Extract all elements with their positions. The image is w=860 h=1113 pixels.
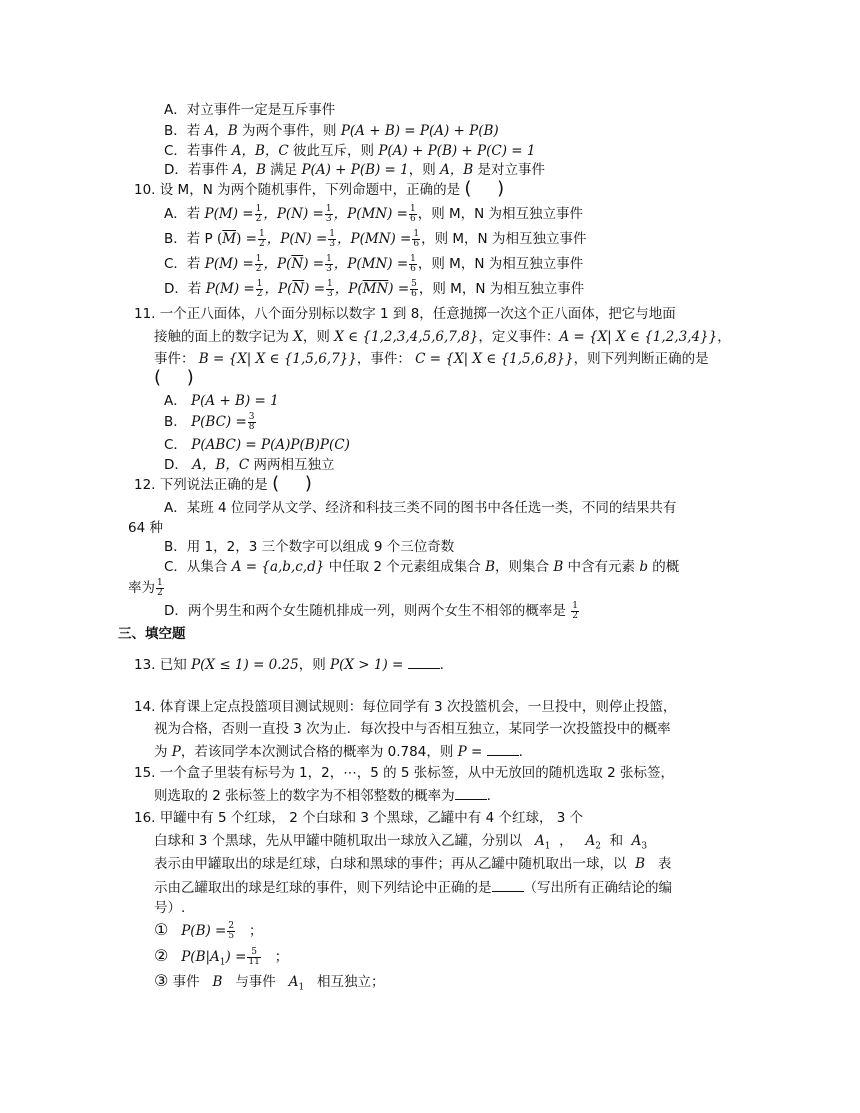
- q9-option-b: B．若 A，B 为两个事件，则 P(A + B) = P(A) + P(B): [164, 123, 499, 139]
- q14-line-3: 为 P，若该同学本次测试合格的概率为 0.784，则 P = .: [154, 741, 523, 762]
- q11-answer-paren: ( ): [154, 367, 194, 388]
- q11-option-a: A． P(A + B) = 1: [164, 393, 279, 409]
- q15-answer-blank[interactable]: [455, 785, 487, 800]
- q11-option-c: C． P(ABC) = P(A)P(B)P(C): [164, 437, 350, 453]
- q16-item-1: ① P(B) = $\frac{2}{5}$ ；: [154, 920, 263, 941]
- q15-line-2: 则选取的 2 张标签上的数字为不相邻整数的概率为 .: [154, 785, 491, 806]
- q10-option-d: D．若 P(M) = $\frac{1}{2}$ ，$P(\overline{N})$ = $\frac{1}{3}$ ，$P(\overline{MN})$ = $\frac{5}{6}$ ，则 M，N 为相互独立事件: [164, 278, 585, 299]
- q10-option-a: A．若 P(M) = $\frac{1}{2}$ ，P(N) = $\frac{1}{3}$ ，P(MN) = $\frac{1}{6}$ ，则 M，N 为相互独立事件: [164, 203, 584, 224]
- q12-option-c-line-1: C．从集合 A = {a,b,c,d} 中任取 2 个元素组成集合 B，则集合 B 中含有元素 b 的概: [164, 559, 680, 575]
- q11-line-3: 事件： B = {X| X ∈ {1,5,6,7}}，事件： C = {X| X ∈ {1,5,6,8}}，则下列判断正确的是: [154, 351, 709, 367]
- q16-item-3: ③ 事件 B 与事件 $A_1$ 相互独立；: [154, 971, 385, 993]
- q12-option-c-line-2: 率为 $\frac{1}{2}$: [128, 577, 163, 598]
- q14-line-2: 视为合格，否则一直投 3 次为止．每次投中与否相互独立，某同学一次投篮投中的概率: [154, 721, 671, 737]
- q12-option-d: D．两个男生和两个女生随机排成一列，则两个女生不相邻的概率是 $\frac{1}{2}$: [164, 600, 578, 621]
- q9-option-a: A．对立事件一定是互斥事件: [164, 102, 336, 118]
- q13: 13. 已知 P(X ≤ 1) = 0.25，则 P(X > 1) = .: [134, 654, 444, 675]
- q12-option-b: B．用 1，2，3 三个数字可以组成 9 个三位奇数: [164, 539, 455, 555]
- q16-line-4: 示由乙罐取出的球是红球的事件，则下列结论中正确的是 （写出所有正确结论的编: [154, 877, 672, 898]
- circled-number-2: ②: [154, 946, 169, 965]
- circled-number-3: ③: [154, 971, 169, 990]
- q16-answer-blank[interactable]: [492, 877, 524, 892]
- q11-option-b: B． P(BC) = $\frac{3}{8}$: [164, 411, 255, 432]
- circled-number-1: ①: [154, 920, 169, 939]
- q16-line-1: 16. 甲罐中有 5 个红球， 2 个白球和 3 个黑球，乙罐中有 4 个红球， 3 个: [134, 810, 584, 826]
- q12-stem: 12. 下列说法正确的是 ( ): [134, 473, 312, 494]
- q10-option-b: B．若 P $(\overline{M})$ = $\frac{1}{2}$ ，P(N) = $\frac{1}{3}$ ，P(MN) = $\frac{1}{6}$ ，则 M，N 为相互独立事件: [164, 228, 587, 249]
- q10-stem: 10. 设 M，N 为两个随机事件，下列命题中，正确的是 ( ): [134, 178, 505, 199]
- q11-line-2: 接触的面上的数字记为 X，则 X ∈ {1,2,3,4,5,6,7,8}，定义事件：A = {X| X ∈ {1,2,3,4}}，: [154, 329, 731, 345]
- q14-line-1: 14. 体育课上定点投篮项目测试规则：每位同学有 3 次投篮机会，一旦投中，则停止投篮，: [134, 699, 677, 715]
- q9-option-c: C．若事件 A，B，C 彼此互斥，则 P(A) + P(B) + P(C) = 1: [164, 143, 536, 159]
- q16-line-2: 白球和 3 个黑球，先从甲罐中随机取出一球放入乙罐，分别以 $A_1$ ， $A_2$ 和 $A_3$: [154, 833, 648, 852]
- q12-option-a-line-2: 64 种: [128, 520, 163, 536]
- q16-line-5: 号）.: [154, 900, 186, 916]
- q16-line-3: 表示由甲罐取出的球是红球，白球和黑球的事件；再从乙罐中随机取出一球，以 B 表: [154, 856, 672, 872]
- q9-option-d: D．若事件 A，B 满足 P(A) + P(B) = 1，则 A，B 是对立事件: [164, 162, 546, 178]
- q11-option-d: D． A，B，C 两两相互独立: [164, 457, 335, 473]
- q12-option-a-line-1: A．某班 4 位同学从文学、经济和科技三类不同的图书中各任选一类，不同的结果共有: [164, 500, 677, 516]
- q15-line-1: 15. 一个盒子里装有标号为 1，2，⋯，5 的 5 张标签，从中无放回的随机选取 2 张标签，: [134, 765, 674, 781]
- q16-item-2: ② $P(B|A_1)$ = $\frac{5}{11}$ ；: [154, 946, 289, 968]
- q14-answer-blank[interactable]: [487, 741, 519, 756]
- q11-line-1: 11. 一个正八面体，八个面分别标以数字 1 到 8，任意抛掷一次这个正八面体，把它与地面: [134, 306, 676, 322]
- section-fill-in-title: 三、填空题: [118, 626, 186, 642]
- q10-option-c: C．若 P(M) = $\frac{1}{2}$ ，$P(\overline{N})$ = $\frac{1}{3}$ ，P(MN) = $\frac{1}{6}$ ，则 M，N 为相互独立事件: [164, 253, 584, 274]
- q13-answer-blank[interactable]: [408, 654, 440, 669]
